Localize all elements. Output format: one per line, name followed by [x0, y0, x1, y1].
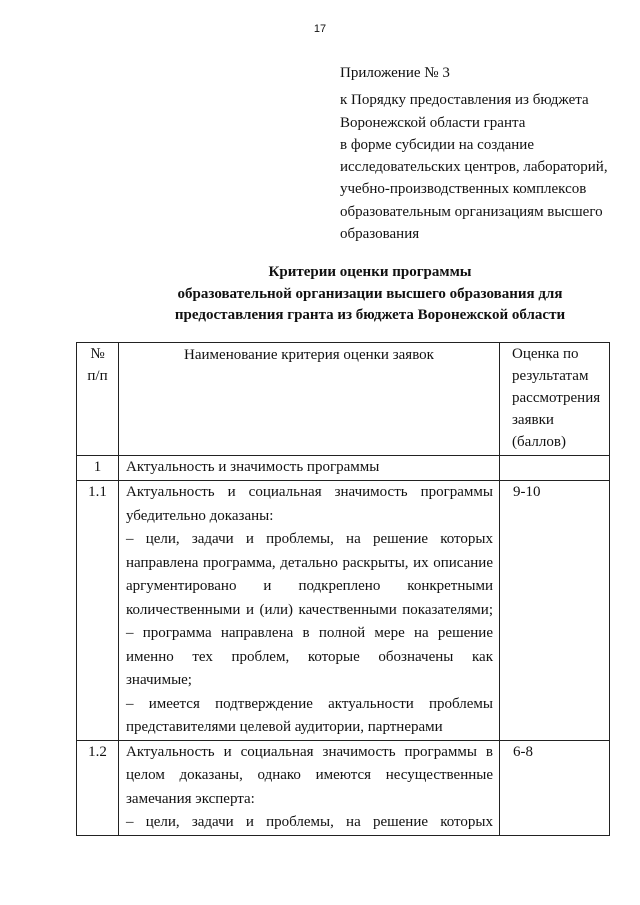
appendix-line: в форме субсидии на создание — [340, 136, 534, 153]
table-row — [77, 481, 610, 741]
criterion-line: убедительно доказаны: — [126, 507, 274, 524]
criteria-table — [76, 342, 610, 836]
criterion-line: количественными и (или) качественными показателями; — [126, 601, 493, 618]
appendix-line: Воронежской области гранта — [340, 114, 526, 131]
criterion-line: Актуальность и социальная значимость программы — [126, 484, 493, 500]
criterion-line: – имеется подтверждение актуальности проблемы — [126, 695, 493, 712]
criterion-line: Актуальность и социальная значимость программы в — [126, 743, 493, 760]
appendix-line: к Порядку предоставления из бюджета — [340, 92, 589, 109]
header-score-cell — [500, 343, 610, 456]
appendix-line: исследовательских центров, лабораторий, — [340, 159, 608, 176]
appendix-title: Приложение № 3 — [340, 65, 450, 81]
row-num-cell: 1 — [77, 456, 119, 481]
header-score-line: результатам — [512, 368, 589, 384]
header-score-line: (баллов) — [512, 434, 566, 450]
appendix-line: учебно-производственных комплексов — [340, 181, 587, 198]
criterion-line: – цели, задачи и проблемы, на решение которых — [126, 814, 493, 830]
criterion-line: значимые; — [126, 672, 192, 688]
row-score-cell: 9-10 — [500, 481, 610, 741]
heading-line: предоставления гранта из бюджета Воронежской области — [174, 307, 566, 323]
row-name-cell — [119, 740, 500, 835]
appendix-line: образовательным организациям высшего — [340, 203, 603, 220]
header-num-line: п/п — [87, 368, 108, 384]
page-number: 17 — [313, 23, 327, 35]
heading-line: образовательной организации высшего образования для — [177, 285, 563, 302]
criterion-line: замечания эксперта: — [126, 790, 255, 807]
criterion-line: направлена программа, детально раскрыты, их описание — [126, 554, 493, 571]
table-row — [77, 456, 610, 481]
criterion-line: именно тех проблем, которые обозначены как — [126, 648, 493, 665]
table-header-row — [77, 343, 610, 456]
criterion-line: аргументировано и подкреплено конкретными — [126, 578, 493, 594]
appendix-line: образования — [340, 226, 420, 243]
row-num-cell: 1.1 — [77, 481, 119, 741]
row-name-cell: Актуальность и значимость программы — [119, 456, 500, 481]
row-score-cell — [500, 456, 610, 481]
row-num-cell: 1.2 — [77, 740, 119, 835]
header-score-line: рассмотрения — [512, 390, 601, 406]
criterion-line: – программа направлена в полной мере на решение — [126, 625, 493, 641]
header-score-line: Оценка по — [512, 346, 579, 362]
criterion-line: целом доказаны, однако имеются несущественные — [126, 767, 493, 783]
criterion-line: – цели, задачи и проблемы, на решение которых — [126, 531, 493, 547]
row-score-cell: 6-8 — [500, 740, 610, 835]
header-num-cell — [77, 343, 119, 456]
appendix-block — [340, 62, 630, 245]
header-name-cell: Наименование критерия оценки заявок — [119, 343, 500, 456]
header-num-line: № — [90, 346, 105, 362]
heading-line: Критерии оценки программы — [268, 264, 472, 280]
document-heading — [0, 262, 640, 327]
criterion-line: представителями целевой аудитории, партнерами — [126, 719, 443, 735]
row-name-cell — [119, 481, 500, 741]
header-score-line: заявки — [512, 412, 554, 428]
table-row — [77, 740, 610, 835]
